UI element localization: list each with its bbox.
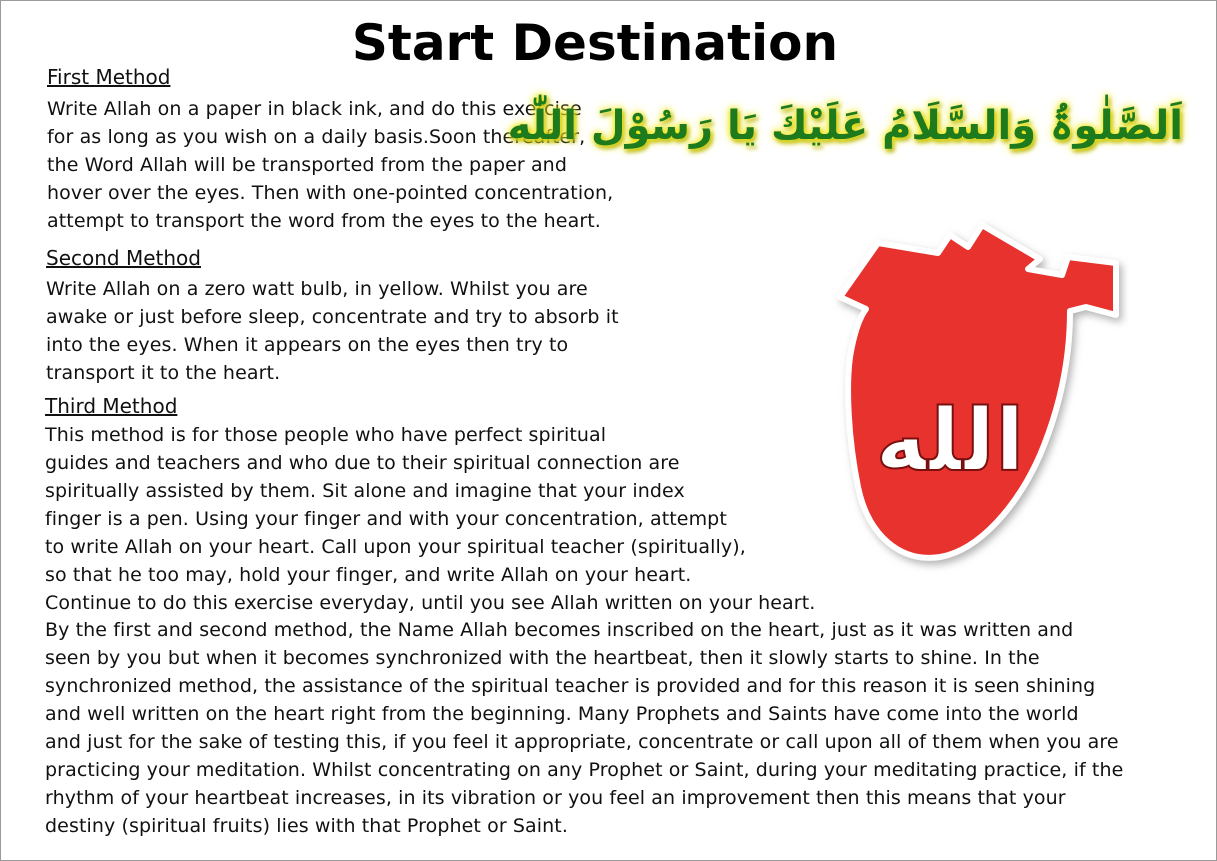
closing-line: and just for the sake of testing this, if you feel it appropriate, concentrate or call upon all of them when you are	[45, 731, 1119, 753]
second-method-line: Write Allah on a zero watt bulb, in yellow. Whilst you are	[46, 278, 588, 300]
first-method-line: for as long as you wish on a daily basis.Soon thereafter,	[47, 126, 586, 148]
first-method-line: the Word Allah will be transported from the paper and	[47, 154, 567, 176]
third-method-line: so that he too may, hold your finger, and write Allah on your heart.	[45, 564, 692, 586]
second-method-line: transport it to the heart.	[46, 362, 281, 384]
third-method-line: finger is a pen. Using your finger and with your concentration, attempt	[45, 508, 727, 530]
closing-line: seen by you but when it becomes synchronized with the heartbeat, then it slowly starts to shine. In the	[45, 647, 1040, 669]
first-method-line: attempt to transport the word from the eyes to the heart.	[47, 210, 601, 232]
closing-line: destiny (spiritual fruits) lies with that Prophet or Saint.	[45, 815, 568, 837]
second-method-line: awake or just before sleep, concentrate and try to absorb it	[46, 306, 619, 328]
third-method-heading: Third Method	[45, 394, 178, 418]
salawat-calligraphy-text: اَلصَّلٰوۃُ وَالسَّلَامُ عَلَیْكَ یَا رَسُوْلَ اللّٰه	[507, 103, 1183, 149]
heart-illustration	[800, 205, 1130, 580]
third-method-line: to write Allah on your heart. Call upon your spiritual teacher (spiritually),	[45, 536, 746, 558]
third-method-line: guides and teachers and who due to their spiritual connection are	[45, 452, 680, 474]
closing-line: rhythm of your heartbeat increases, in its vibration or you feel an improvement then this means that your	[45, 787, 1066, 809]
salawat-calligraphy	[507, 86, 1183, 172]
page-title: Start Destination	[351, 14, 839, 72]
closing-line: By the first and second method, the Name Allah becomes inscribed on the heart, just as it was written and	[45, 619, 1074, 641]
third-method-line: spiritually assisted by them. Sit alone and imagine that your index	[45, 480, 685, 502]
first-method-line: hover over the eyes. Then with one-pointed concentration,	[47, 182, 614, 204]
first-method-line: Write Allah on a paper in black ink, and do this exercise	[47, 98, 582, 120]
second-method-line: into the eyes. When it appears on the eyes then try to	[46, 334, 569, 356]
closing-line: synchronized method, the assistance of the spiritual teacher is provided and for this reason it is seen shining	[45, 675, 1096, 697]
first-method-heading: First Method	[47, 65, 171, 89]
third-method-line: Continue to do this exercise everyday, until you see Allah written on your heart.	[45, 592, 816, 614]
closing-line: practicing your meditation. Whilst concentrating on any Prophet or Saint, during your meditating practice, if the	[45, 759, 1124, 781]
third-method-line: This method is for those people who have perfect spiritual	[45, 424, 607, 446]
closing-line: and well written on the heart right from the beginning. Many Prophets and Saints have come into the world	[45, 703, 1079, 725]
heart-allah-calligraphy: الله	[875, 391, 1025, 491]
second-method-heading: Second Method	[46, 246, 201, 270]
